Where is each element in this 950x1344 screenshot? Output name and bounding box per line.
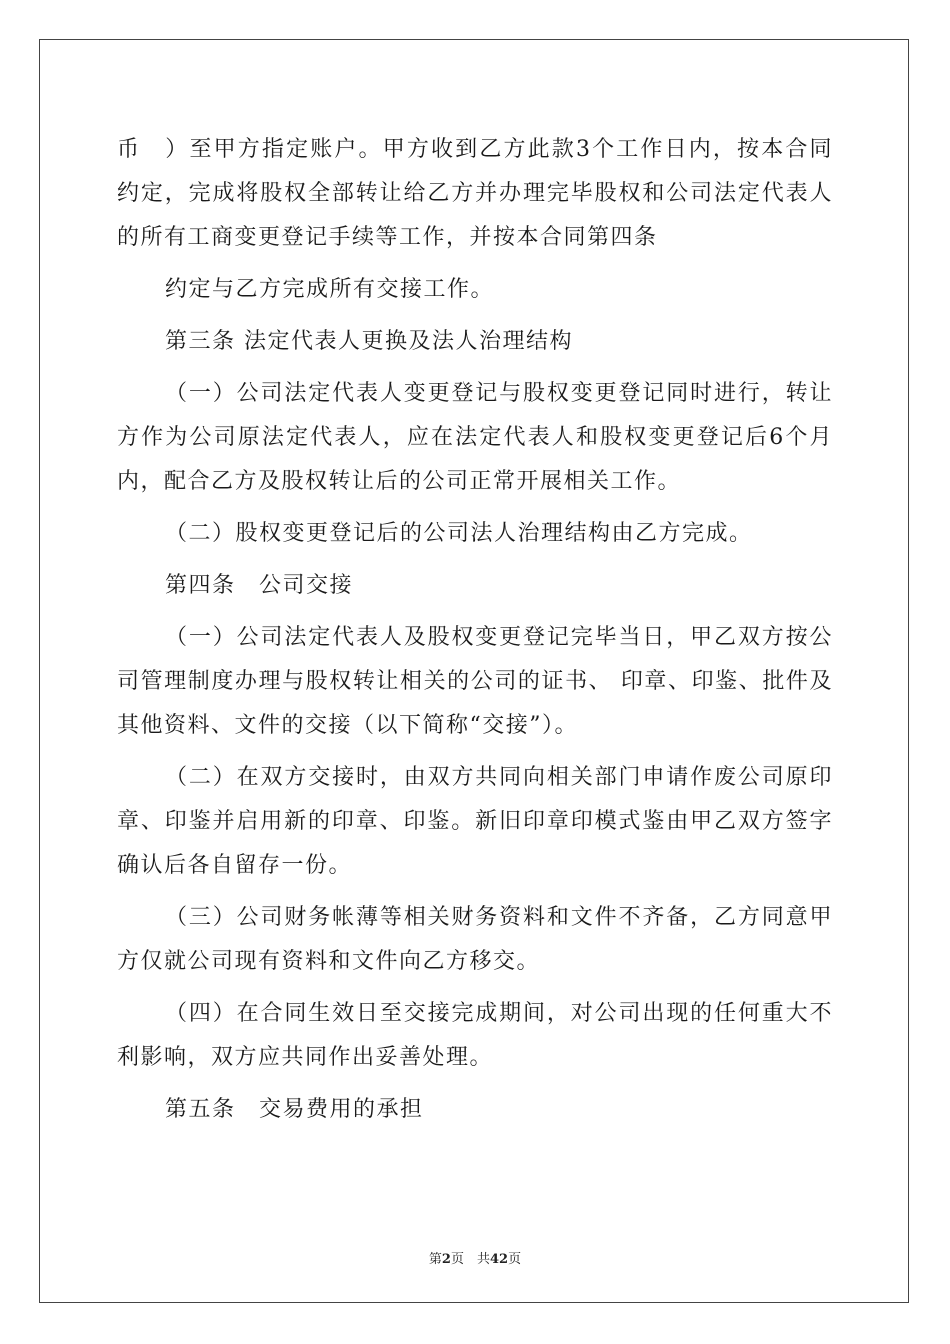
article-5-heading: 第五条 交易费用的承担: [165, 1097, 424, 1122]
paragraph-8: （二）在双方交接时，由双方共同向相关部门申请作废公司原印章、印鉴并启用新的印章、印鉴。新旧印章印模式鉴由甲乙双方签字确认后各自留存一份。: [117, 765, 833, 878]
paragraph-5: （二）股权变更登记后的公司法人治理结构由乙方完成。: [165, 521, 753, 546]
paragraph-7: （一）公司法定代表人及股权变更登记完毕当日，甲乙双方按公司管理制度办理与股权转让相关的公司的证书、 印章、印鉴、批件及其他资料、文件的交接（以下简称“交接”）。: [117, 625, 833, 738]
article-4-heading: 第四条 公司交接: [165, 573, 354, 598]
footer-mid: 页 共: [450, 1252, 490, 1267]
document-body: [117, 128, 833, 1132]
page-footer: [0, 1248, 950, 1267]
paragraph-9: （三）公司财务帐薄等相关财务资料和文件不齐备，乙方同意甲方仅就公司现有资料和文件向乙方移交。: [117, 905, 833, 974]
paragraph-4: （一）公司法定代表人变更登记与股权变更登记同时进行，转让方作为公司原法定代表人，应在法定代表人和股权变更登记后6个月内，配合乙方及股权转让后的公司正常开展相关工作。: [117, 381, 833, 494]
footer-total-pages: 42: [489, 1252, 509, 1267]
paragraph-2: 约定与乙方完成所有交接工作。: [165, 277, 495, 302]
footer-page-number: 2: [441, 1252, 451, 1267]
article-3-heading: 第三条 法定代表人更换及法人治理结构: [165, 329, 573, 354]
paragraph-1: 币 ）至甲方指定账户。甲方收到乙方此款3个工作日内，按本合同约定，完成将股权全部转让给乙方并办理完毕股权和公司法定代表人的所有工商变更登记手续等工作，并按本合同第四条: [117, 137, 833, 250]
paragraph-10: （四）在合同生效日至交接完成期间，对公司出现的任何重大不利影响，双方应共同作出妥善处理。: [117, 1001, 833, 1070]
footer-suffix: 页: [508, 1252, 522, 1267]
footer-prefix: 第: [428, 1252, 442, 1267]
